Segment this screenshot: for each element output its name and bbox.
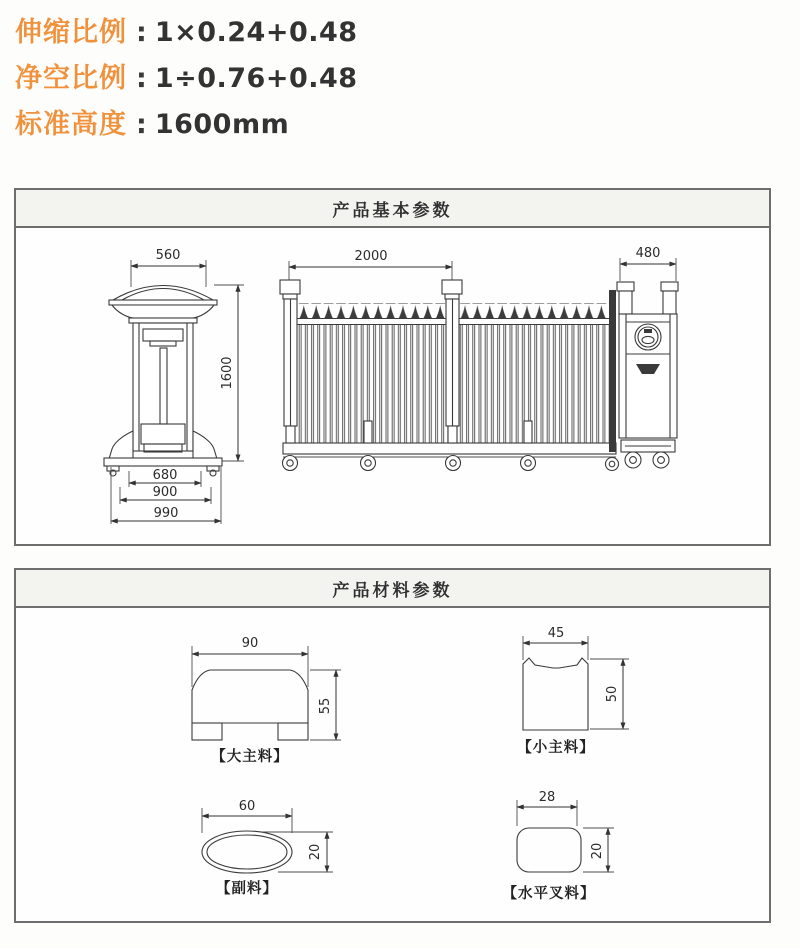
dim-pillar-width: 560 xyxy=(155,248,181,263)
material-label: 【水平叉料】 xyxy=(502,886,596,902)
spec-row-stretch-ratio xyxy=(15,10,358,56)
spec-row-clearance-ratio xyxy=(15,56,358,102)
spec-label: 标准高度 xyxy=(15,109,127,140)
spec-lines xyxy=(15,10,358,148)
gate-technical-drawing xyxy=(16,228,769,544)
tail-dimension xyxy=(620,246,676,281)
dim-base-inner: 680 xyxy=(152,468,178,483)
gate-dimension xyxy=(289,249,452,280)
basic-parameters-panel xyxy=(14,188,771,546)
dim-height: 50 xyxy=(605,685,620,703)
dim-overall-height: 1600 xyxy=(220,356,235,390)
dim-width: 28 xyxy=(538,790,556,805)
material-label: 【大主料】 xyxy=(211,749,289,765)
dim-gate-section: 2000 xyxy=(354,249,388,264)
spec-label: 净空比例 xyxy=(15,63,127,94)
spec-row-standard-height xyxy=(15,102,358,148)
dim-width: 60 xyxy=(238,799,256,814)
dim-width: 45 xyxy=(547,626,565,641)
basic-parameters-drawing-area xyxy=(16,228,769,544)
tail-control-box xyxy=(617,282,678,468)
material-label: 【副料】 xyxy=(216,881,278,897)
spec-value: 1÷0.76+0.48 xyxy=(154,63,358,94)
spec-separator: : xyxy=(136,63,147,94)
spec-label: 伸缩比例 xyxy=(15,17,127,48)
dim-tail-box: 480 xyxy=(635,246,661,261)
gate-side-view xyxy=(280,280,619,471)
material-horizontal-fork xyxy=(503,790,615,902)
basic-parameters-title: 产品基本参数 xyxy=(16,190,769,228)
material-parameters-drawing-area xyxy=(16,608,769,921)
spec-separator: : xyxy=(136,109,147,140)
material-parameters-title: 产品材料参数 xyxy=(16,570,769,608)
material-small-main xyxy=(517,626,629,756)
material-label: 【小主料】 xyxy=(517,740,595,756)
material-cross-sections xyxy=(16,608,769,921)
material-auxiliary xyxy=(202,799,333,897)
dim-base-outer: 990 xyxy=(153,506,179,521)
pillar-front-view xyxy=(104,286,222,477)
material-parameters-panel xyxy=(14,568,771,923)
dim-width: 90 xyxy=(241,636,259,651)
dim-base-middle: 900 xyxy=(152,485,178,500)
dim-height: 20 xyxy=(308,843,323,861)
dim-height: 55 xyxy=(318,697,333,715)
spec-value: 1600mm xyxy=(154,109,290,140)
dim-height: 20 xyxy=(590,842,605,860)
material-large-main xyxy=(192,636,341,765)
spec-value: 1×0.24+0.48 xyxy=(154,17,358,48)
spec-separator: : xyxy=(136,17,147,48)
